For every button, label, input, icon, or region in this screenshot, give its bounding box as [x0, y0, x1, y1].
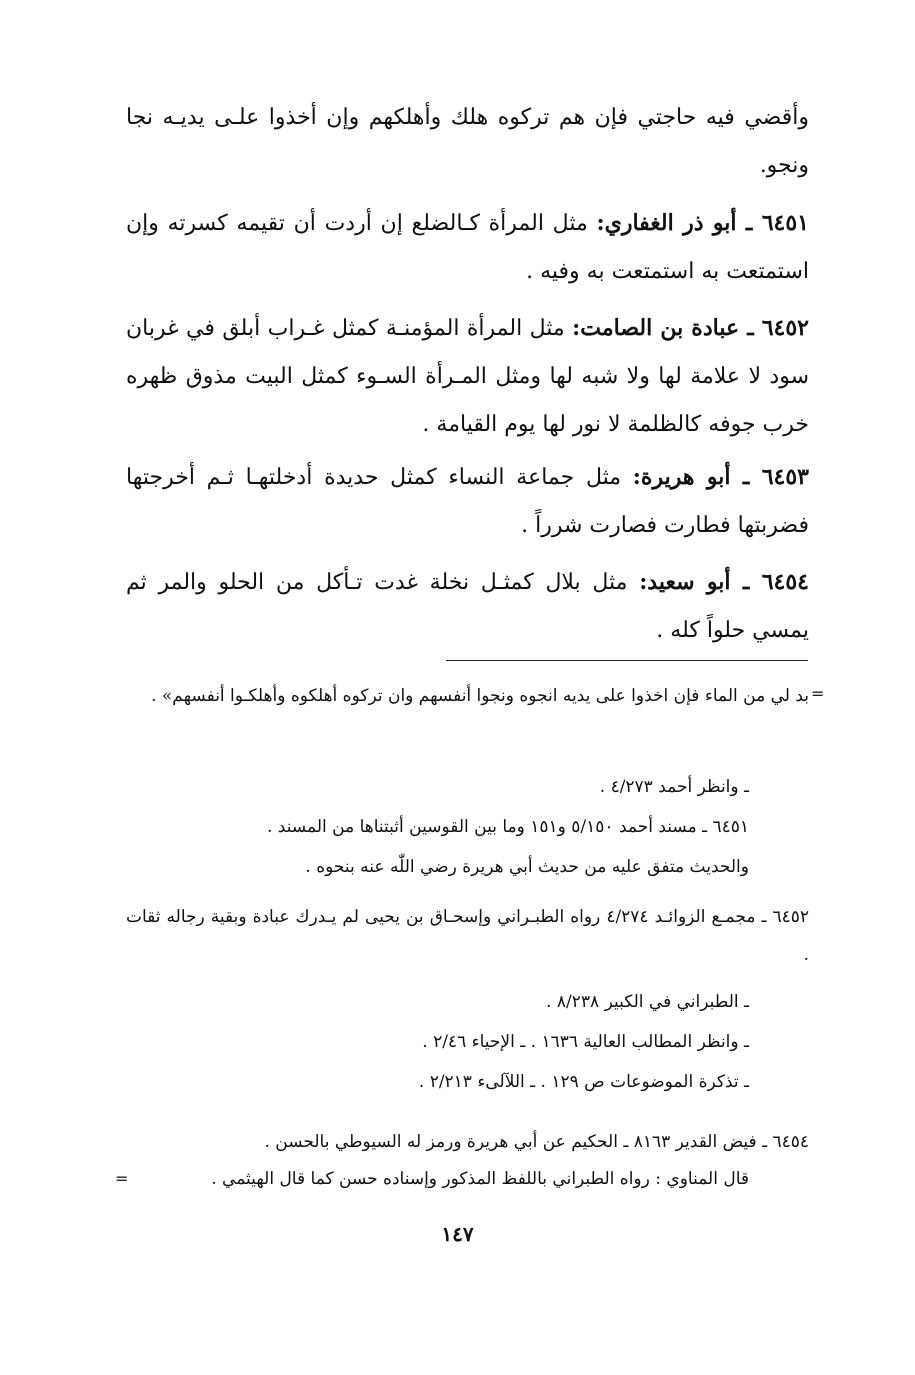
hadith-text: مثل المرأة المؤمنـة كمثل غـراب أبلق في غربان سود لا علامة لها ولا شبه لها ومثل المـرأة السـوء كمثل البيت مذوق ظهره خرب جوفه كالظلمة لا نور لها يوم القيامة . — [126, 316, 809, 437]
footnote-line: ـ تذكرة الموضوعات ص ١٢٩ . ـ اللآلىء ٢/٢١٣ . — [418, 1072, 749, 1092]
hadith-6452 — [126, 304, 809, 449]
hadith-heading: ٦٤٥١ ـ أبو ذر الغفاري: — [596, 210, 809, 236]
hadith-text: مثل بلال كمثـل نخلة غدت تـأكل من الحلو والمر ثم يمسي حلواً كله . — [126, 570, 809, 643]
hadith-6454 — [126, 558, 809, 655]
hadith-text: مثل جماعة النساء كمثل حديدة أدخلتهـا ثـم أخرجتها فضربتها فطارت فصارت شرراً . — [126, 465, 809, 538]
footnote-line: ـ وانظر أحمد ٤/٢٧٣ . — [599, 777, 749, 797]
page-number: ١٤٧ — [441, 1222, 474, 1246]
hadith-heading: ٦٤٥٢ ـ عبادة بن الصامت: — [572, 315, 809, 341]
footnote-line: قال المناوي : رواه الطبراني باللفظ المذكور وإسناده حسن كما قال الهيثمي . — [211, 1169, 749, 1189]
hadith-heading: ٦٤٥٣ ـ أبو هريرة: — [632, 464, 809, 490]
hadith-6451 — [126, 199, 809, 296]
footnote-6452: ٦٤٥٢ ـ مجمـع الزوائـد ٤/٢٧٤ رواه الطبـراني وإسحـاق بن يحيى لم يـدرك عبادة وبقية رجاله ثقات . — [126, 907, 809, 965]
footnote-next-page-mark: = — [115, 1169, 129, 1188]
footnote-line: والحديث متفق عليه من حديث أبي هريرة رضي اللّٰه عنه بنحوه . — [305, 857, 749, 877]
footnote-line: ـ وانظر المطالب العالية ١٦٣٦ . ـ الإحياء ٢/٤٦ . — [422, 1032, 749, 1052]
footnote-6451: ٦٤٥١ ـ مسند أحمد ٥/١٥٠ و١٥١ وما بين القوسين أثبتناها من المسند . — [266, 817, 749, 837]
paragraph-continuation — [126, 94, 809, 190]
hadith-heading: ٦٤٥٤ ـ أبو سعيد: — [639, 569, 809, 595]
hadith-text: مثل المرأة كـالضلع إن أردت أن تقيمه كسرته وإن استمتعت به استمتعت به وفيه . — [126, 211, 809, 284]
footnote-line: ـ الطبراني في الكبير ٨/٢٣٨ . — [546, 992, 749, 1012]
paragraph-text: وأقضي فيه حاجتي فإن هم تركوه هلك وأهلكهم وإن أخذوا علـى يديـه نجا ونجو. — [126, 105, 809, 178]
footnote-continued: بد لي من الماء فإن اخذوا على يديه انجوه ونجوا أنفسهم وان تركوه أهلكوه وأهلكـوا أنفسهم» . — [151, 686, 809, 706]
hadith-6453 — [126, 453, 809, 550]
footnote-continuation-mark: = — [811, 684, 825, 703]
footnote-6454: ٦٤٥٤ ـ فيض القدير ٨١٦٣ ـ الحكيم عن أبي هريرة ورمز له السيوطي بالحسن . — [264, 1132, 809, 1152]
footnote-separator — [446, 660, 808, 661]
